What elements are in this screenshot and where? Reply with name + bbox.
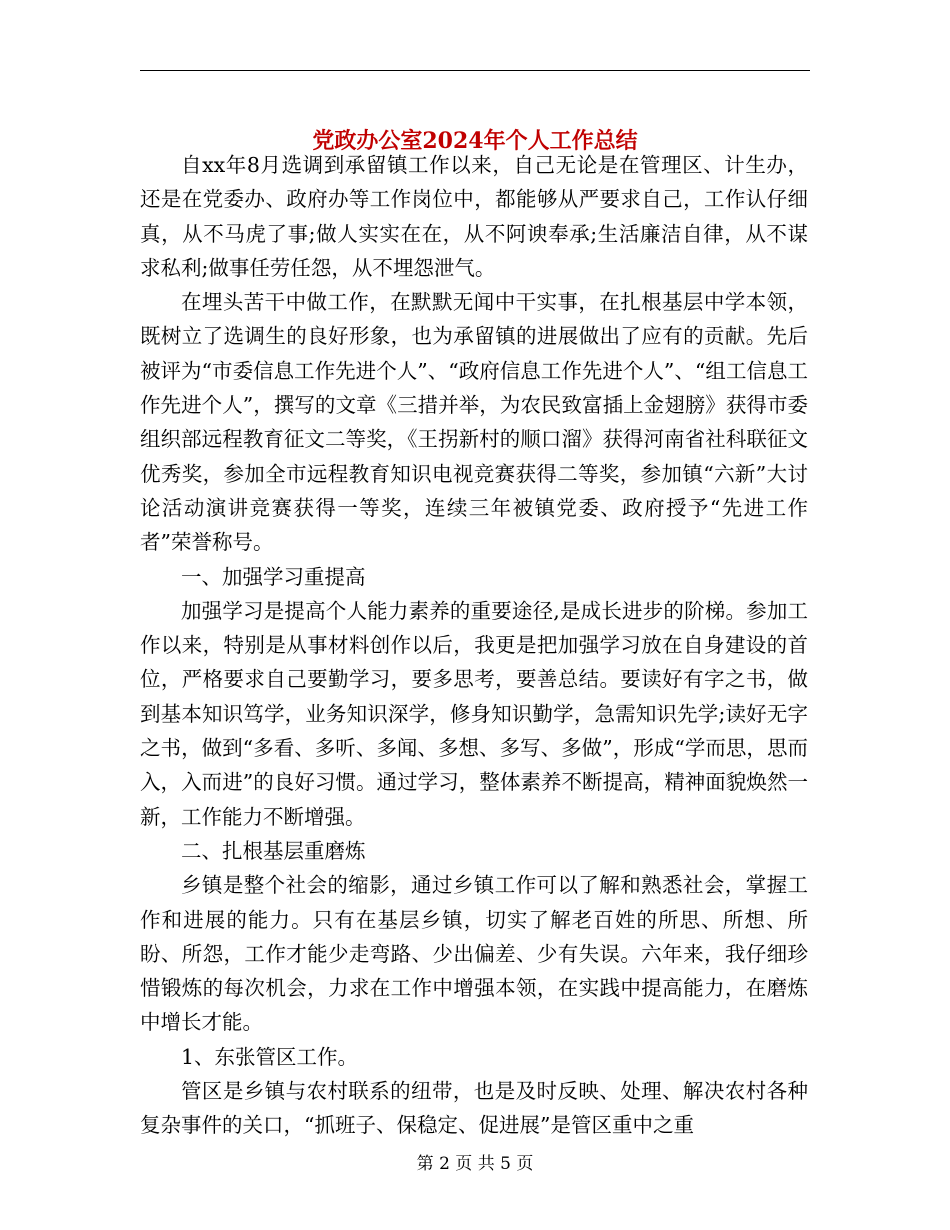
paragraph-achievements: 在埋头苦干中做工作，在默默无闻中干实事，在扎根基层中学本领，既树立了选调生的良好形象，也为承留镇的进展做出了应有的贡献。先后被评为“市委信息工作先进个人”、“政府信息工作先进个人”、“组工信息工作先进个人”，撰写的文章《三措并举，为农民致富插上金翅膀》获得市委组织部远程教育征文二等奖，《王拐新村的顺口溜》获得河南省社科联征文优秀奖，参加全市远程教育知识电视竞赛获得二等奖，参加镇“六新”大讨论活动演讲竞赛获得一等奖，连续三年被镇党委、政府授予“先进工作者”荣誉称号。 xyxy=(140,290,808,555)
section-heading-grassroots: 二、扎根基层重磨炼 xyxy=(181,838,366,863)
paragraph-intro: 自xx年8月选调到承留镇工作以来，自己无论是在管理区、计生办，还是在党委办、政府办等工作岗位中，都能够从严要求自己，工作认仔细真，从不马虎了事;做人实实在在，从不阿谀奉承;生活廉洁自律，从不谋求私利;做事任劳任怨，从不埋怨泄气。 xyxy=(140,153,808,280)
document-body xyxy=(140,148,808,1143)
header-rule xyxy=(140,70,810,71)
paragraph-management-district: 管区是乡镇与农村联系的纽带，也是及时反映、处理、解决农村各种复杂事件的关口，“抓班子、保稳定、促进展”是管区重中之重 xyxy=(140,1079,808,1138)
paragraph-grassroots: 乡镇是整个社会的缩影，通过乡镇工作可以了解和熟悉社会，掌握工作和进展的能力。只有在基层乡镇，切实了解老百姓的所思、所想、所盼、所怨，工作才能少走弯路、少出偏差、少有失误。六年来，我仔细珍惜锻炼的每次机会，力求在工作中增强本领，在实践中提高能力，在磨炼中增长才能。 xyxy=(140,873,808,1035)
page-footer: 第 2 页 共 5 页 xyxy=(416,1154,534,1174)
subsection-heading-dongzhang: 1、东张管区工作。 xyxy=(181,1044,359,1069)
document-title: 党政办公室2024年个人工作总结 xyxy=(312,127,638,154)
paragraph-study: 加强学习是提高个人能力素养的重要途径,是成长进步的阶梯。参加工作以来，特别是从事材料创作以后，我更是把加强学习放在自身建设的首位，严格要求自己要勤学习，要多思考，要善总结。要读好有字之书，做到基本知识笃学，业务知识深学，修身知识勤学，急需知识先学;读好无字之书，做到“多看、多听、多闻、多想、多写、多做”，形成“学而思，思而入，入而进”的良好习惯。通过学习，整体素养不断提高，精神面貌焕然一新，工作能力不断增强。 xyxy=(140,598,808,829)
section-heading-study: 一、加强学习重提高 xyxy=(181,564,366,589)
